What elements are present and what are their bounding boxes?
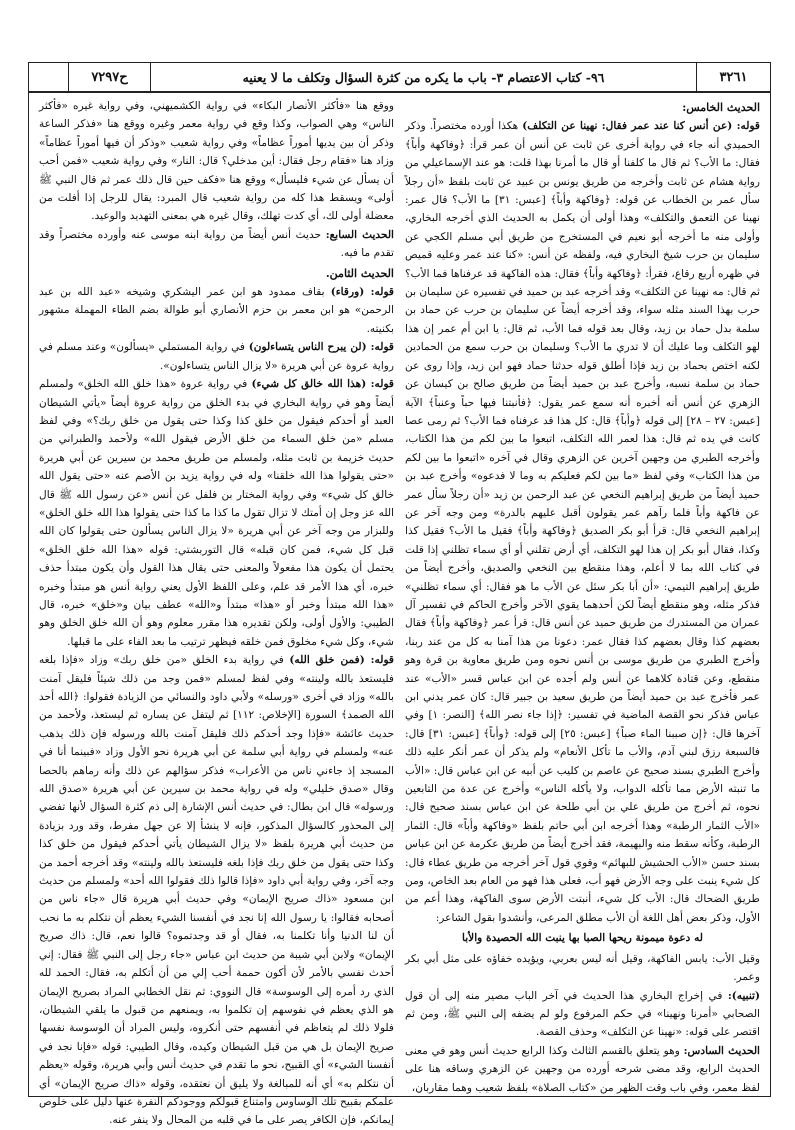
commentary-paragraph: [39, 226, 394, 263]
hadith-reference: ح٧٢٩٧: [69, 63, 151, 91]
commentary-paragraph: [39, 97, 394, 226]
paragraph-text: وقيل الأب: يابس الفاكهة، وقيل أنه ليس بعربي، ويؤيده خفاؤه على مثل أبي بكر وعمر.: [405, 952, 760, 984]
commentary-paragraph: [405, 987, 760, 1042]
paragraph-text: في إخراج البخاري هذا الحديث في آخر الباب مصير منه إلى أن قول الصحابي «أمرنا ونهينا» في حكم المرفوع ولو لم يضفه إلى النبي ﷺ، ومن ثم اقتصر على قوله: «نهينا عن التكلف» وحذف القصة.: [405, 989, 760, 1039]
paragraph-text: هكذا أورده مختصراً. وذكر الحميدي أنه جاء في رواية أخرى عن ثابت عن أنس أن عمر قرأ: ﴿وفاكهة وأباً﴾ فقال: ما الأب؟ ثم قال ما كلفنا أو قال ما أمرنا بهذا قلت: هو عند الإسماعيلي من رواية هشام عن ثابت وأخرجه من طريق يونس بن عبيد عن ثابت بلفظ «أن رجلاً سأل عمر بن الخطاب عن قوله: ﴿وفاكهة وأباً﴾ [عبس: ٣١] ما الأب؟ قال عمر: نهينا عن التعمق والتكلف» وهذا أولى أن يكمل به الحديث الذي أخرجه البخاري، وأولى منه ما أخرجه أبو نعيم في المستخرج من طريق أبي مسلم الكجي عن سليمان بن حرب شيخ البخاري فيه، ولفظه عن أنس: «كنا عند عمر وعليه قميص في ظهره أربع رقاع، فقرأ: ﴿وفاكهة وأباً﴾ فقال: هذه الفاكهة قد عرفناها فما الأب؟ ثم قال: مه نهينا عن التكلف» وقد أخرجه عبد بن حميد في تفسيره عن سليمان بن حرب بهذا السند مثله سواء، وقد أخرجه أيضاً عن سليمان بن حرب عن حماد بن سلمة بدل حماد بن زيد، وقال بعد قوله فما الأب، ثم قال: يا ابن أم عمر إن هذا لهو التكلف وما عليك أن لا تدري ما الأب؟ وسليمان بن حرب سمع من الحمادين لكنه اختص بحماد بن زيد فإذا أطلق قوله حدثنا حماد فهو ابن زيد، وإذا روى عن حماد بن سلمة نسبه، وأخرج عبد بن حميد أيضاً من طريق صالح بن كيسان عن الزهري عن أنس أنه أخبره أنه سمع عمر يقول: ﴿فأنبتنا فيها حباً وعنباً﴾ الآية [عبس: ٢٧ – ٢٨] إلى قوله ﴿وأباً﴾ قال: كل هذا قد عرفناه فما الأب؟ ثم رمى عصا كانت في يده ثم قال: هذا لعمر الله التكلف، اتبعوا ما بين لكم من هذا الكتاب، وأخرجه الطبري من وجهين آخرين عن الزهري وقال في آخره «اتبعوا ما بين لكم من هذا الكتاب» وفي لفظ «ما بين لكم فعليكم به وما لا فدعوه» وأخرج عبد بن حميد أيضاً من طريق إبراهيم النخعي عن عبد الرحمن بن زيد «أن رجلاً سأل عمر عن فاكهة وأباً فلما رآهم عمر يقولون أقبل عليهم بالدرة» ومن وجه آخر عن إبراهيم النخعي قال: قرأ أبو بكر الصديق ﴿وفاكهة وأباً﴾ فقيل ما الأب؟ فقيل كذا وكذا، فقال أبو بكر إن هذا لهو التكلف، أي أرض تقلني أو أي سماء تظلني إذا قلت في كتاب الله بما لا أعلم، وهذا منقطع بين النخعي والصديق، وأخرج أيضاً من طريق إبراهيم التيمي: «أن أبا بكر سئل عن الأب ما هو فقال: أي سماء تظلني» فذكر مثله، وهو منقطع أيضاً لكن أحدهما يقوي الآخر وأخرج الحاكم في تفسير آل عمران من المستدرك من طريق حميد عن أنس قال: قرأ عمر ﴿وفاكهة وأباً﴾ فقال بعضهم كذا وقال بعضهم كذا فقال عمر: دعونا من هذا آمنا به كل من عند ربنا، وأخرج الطبري من طريق موسى بن أنس نحوه ومن طريق معاوية بن قرة وهو منقطع، وعن قتادة كلاهما عن أنس ولم أجده عن ابن عباس قسر «الأب» عند عمر فأخرج عبد بن حميد أيضاً من طريق سعيد بن جبير قال: كان عمر يدني ابن عباس فذكر نحو القصة الماضية في تفسير: ﴿إذا جاء نصر الله﴾ [النصر: ١] وفي آخرها قال: ﴿إن صببنا الماء صباً﴾ [عبس: ٢٥] إلى قوله: ﴿وأباً﴾ [عبس: ٣١] قال: فالسبعة رزق لبني آدم، والأب ما تأكل الأنعام» ولم يذكر أن عمر أنكر عليه ذلك وأخرج الطبري بسند صحيح عن عاصم بن كليب عن أبيه عن ابن عباس قال: «الأب ما تنبته الأرض مما تأكله الدواب، ولا يأكله الناس» وأخرج عن عدة من التابعين نحوه، ثم أخرج من طريق علي بن أبي طلحة عن ابن عباس بسند صحيح قال: «الأب الثمار الرطبة» وهذا أخرجه ابن أبي حاتم بلفظ «وفاكهة وأباً» قال: الثمار الرطبة، وكأنه سقط منه والبهيمة، فقد أخرج أيضاً من طريق عكرمة عن ابن عباس بسند حسن «الأب الحشيش للبهائم» وقوي قول آخر أخرجه من طريق عطاء قال: كل شيء ينبت على وجه الأرض فهو أب، فعلى هذا فهو من العام بعد الخاص، ومن طريق الضحاك قال: الأب كل شيء، أنبتت الأرض سوى الفاكهة، وهذا أعم من الأول، وذكر بعض أهل اللغة أن الأب مطلق المرعى، وأنشدوا بقول الشاعر:: [405, 120, 760, 924]
paragraph-label: قوله: (لن يبرح الناس يتساءلون): [248, 341, 394, 354]
left-column: [39, 97, 394, 1127]
paragraph-label: الحديث السادس:: [683, 1044, 760, 1057]
paragraph-text: حديث أنس أيضاً من رواية ابنه موسى عنه وأورده مختصراً وقد تقدم ما فيه.: [39, 228, 394, 260]
section-heading: الحديث الثامن.: [325, 266, 394, 280]
paragraph-text: في رواية عروة «هذا خلق الله الخلق» ولمسلم أيضاً وهو في رواية البخاري في بدء الخلق من رواية عروة أيضاً «يأتي الشيطان العبد أو أحدكم فيقول من خلق كذا وكذا حتى يقول من خلق ربك؟» وفي لفظ مسلم «من خلق السماء من خلق الأرض فيقول الله» ولأحمد والطبراني من حديث خزيمة بن ثابت مثله، ولمسلم من طريق محمد بن سيرين عن أبي هريرة «حتى يقولوا هذا الله خلقنا» وله في رواية يزيد بن الأصم عنه «حتى يقول الله خالق كل شيء» وفي رواية المختار بن فلفل عن أنس «عن رسول الله ﷺ قال الله عز وجل إن أمتك لا تزال تقول ما كذا ما كذا حتى يقولوا هذا الله خلق الخلق» وللبزار من وجه آخر عن أبي هريرة «لا يزال الناس يسألون حتى يقولوا كان الله قبل كل شيء، فمن كان قبله» قال التوربشتي: قوله «هذا الله خلق الخلق» يحتمل أن يكون هذا مفعولاً والمعنى حتى يقال هذا القول وأن يكون مبتدأ حذف خبره، أي هذا الأمر قد علم، وعلى اللفظ الأول يعني رواية أنس هو مبتدأ وخبره «هذا الله مبتدأ وخبر أو «هذا» مبتدأ و«الله» عطف بيان و«خلق» خبره، قال الطيبي: والأول أولى، ولكن تقديره هذا مقرر معلوم وهو أن الله خلق الخلق وهو شيء، وكل شيء مخلوق فمن خلقه فيظهر ترتيب ما بعد الفاء على ما قبلها.: [39, 378, 394, 648]
book-page: [28, 62, 771, 1127]
commentary-paragraph: [405, 950, 760, 987]
page-header: [29, 63, 770, 93]
paragraph-label: الحديث السابع:: [325, 228, 394, 241]
poetry-verse: له دعوة ميمونة ريحها الصبا بها ينبت الله الحصيدة والأبا: [462, 932, 703, 945]
paragraph-text: في رواية المستملي «يسألون» وعند مسلم في رواية عروة عن أبي هريرة «لا يزال الناس يتساءلون».: [39, 341, 394, 372]
paragraph-text: ووقع هنا «فأكثر الأنصار البكاء» في رواية الكشميهني، وفي رواية غيره «فأكثر الناس» وهي الصواب، وكذا وقع في رواية معمر وغيره ووقع هنا «فذكر الساعة وذكر أن بين يديها أموراً عظاماً» وفي رواية شعيب «وذكر أن فيها أموراً عظاماً» وزاد هنا «فقام رجل فقال: أين مدخلي؟ قال: النار» وفي رواية شعيب «فمن أحب أن يسأل عن شيء فليسأل» ووقع هنا «فكف حين قال ذلك عمر ثم قال النبي ﷺ أولى» ويسقط هذا كله من رواية شعيب قال المبرد: يقال للرجل إذا أفلت من معضلة أولى لك، أي كدت تهلك، وقال غيره هي بمعنى التهديد والوعيد.: [39, 100, 394, 223]
paragraph-label: قوله: (فمن خلق الله): [289, 654, 394, 667]
header-empty-box: [29, 63, 69, 91]
paragraph-label: قوله: (هذا الله خالق كل شيء): [251, 378, 394, 391]
commentary-paragraph: [39, 375, 394, 651]
commentary-paragraph: [39, 651, 394, 1130]
text-columns: [39, 97, 760, 1127]
commentary-paragraph: [39, 338, 394, 375]
paragraph-text: وهو يتعلق بالقسم الثالث وكذا الرابع حديث أنس وهو في معنى الحديث الرابع، وقد مضى شرحه أورده من وجهين عن الزهري وساقه هنا على لفظ معمر، وفي باب وقت الظهر من «كتاب الصلاة» بلفظ شعيب وهما مقاربان،: [405, 1044, 760, 1094]
right-column: [405, 97, 760, 1094]
commentary-paragraph: [39, 283, 394, 338]
section-heading: الحديث الخامس:: [682, 101, 760, 114]
paragraph-text: في رواية بدء الخلق «من خلق ربك» وزاد «فإذا بلغه فليستعذ بالله ولينته» وفي لفظ لمسلم «فمن وجد من ذلك شيئاً فليقل آمنت بالله» وزاد في أخرى «ورسله» ولأبي داود والنسائي من الزيادة فقولوا: ﴿الله أحد الله الصمد﴾ السورة [الإخلاص: ١١٢] ثم ليتفل عن يساره ثم ليستعذ، ولأحمد من حديث عائشة «فإذا وجد أحدكم ذلك فليقل آمنت بالله ورسوله فإن ذلك يذهب عنه» ولمسلم في رواية أبي سلمة عن أبي هريرة نحو الأول وزاد «فبينما أنا في المسجد إذ جاءني ناس من الأعراب» فذكر سؤالهم عن ذلك وأنه رماهم بالحصا وقال «صدق خليلي» وله في رواية محمد بن سيرين عن أبي هريرة «صدق الله ورسوله» قال ابن بطال: في حديث أنس الإشارة إلى ذم كثرة السؤال لأنها تفضي إلى المحذور كالسؤال المذكور، فإنه لا ينشأ إلا عن جهل مفرط، وقد ورد بزيادة من حديث أبي هريرة بلفظ «لا يزال الشيطان يأتي أحدكم فيقول من خلق كذا وكذا حتى يقول من خلق ربك فإذا بلغه فليستعذ بالله ولينته» وقد أخرجه أحمد من وجه آخر، وفي رواية أبي داود «فإذا قالوا ذلك فقولوا الله أحد» ولمسلم من حديث ابن مسعود «ذاك صريح الإيمان» وفي حديث أبي هريرة قال «جاء ناس من أصحابه فقالوا: يا رسول الله إنا نجد في أنفسنا الشيء يعظم أن نتكلم به ما نحب أن لنا الدنيا وأنا تكلمنا به، فقال أو قد وجدتموه؟ قالوا نعم، قال: ذاك صريح الإيمان» ولابن أبي شيبة من حديث ابن عباس «جاء رجل إلى النبي ﷺ فقال: إني أحدث نفسي بالأمر لأن أكون حممة أحب إلي من أن أتكلم به، فقال: الحمد لله الذي رد أمره إلى الوسوسة» قال النووي: ثم نقل الخطابي المراد بصريح الإيمان هو الذي يعظم في نفوسهم إن تكلموا به، ويمنعهم من قبول ما يلقي الشيطان، فلولا ذلك لم يتعاظم في أنفسهم حتى أنكروه، وليس المراد أن الوسوسة نفسها صريح الإيمان بل هي من قبل الشيطان وكيده، وقال الطيبي: قوله «فإنا نجد في أنفسنا الشيء» أي القبيح، نحو ما تقدم في حديث أنس وأبي هريرة، وقوله «يعظم أن نتكلم به» أي أنه للمبالغة ولا يليق أن نعتقده، وقوله «ذاك صريح الإيمان» أي علمكم بقبيح تلك الوساوس وامتناع قبولكم ووجودكم النفرة عنها دليل على خلوص إيمانكم، فإن الكافر يصر على ما في قلبه من المحال ولا ينفر عنه.: [39, 654, 394, 1127]
commentary-paragraph: [405, 1042, 760, 1097]
commentary-paragraph: [405, 117, 760, 927]
paragraph-text: بقاف ممدود هو ابن عمر اليشكري وشيخه «عبد الله بن عبد الرحمن» هو ابن معمر بن حزم الأنصاري أبو طوالة بضم الطاء المهملة مشهور بكنيته.: [39, 286, 394, 335]
paragraph-label: قوله: (ورقاء): [330, 286, 394, 299]
page-number: ٣٢٦١: [696, 63, 770, 91]
paragraph-label: قوله: (عن أنس كنا عند عمر فقال: نهينا عن التكلف): [522, 120, 760, 133]
paragraph-label: (تنبيه):: [727, 989, 760, 1002]
running-title: ٩٦- كتاب الاعتصام ٣- باب ما يكره من كثرة السؤال وتكلف ما لا يعنيه: [242, 69, 605, 85]
